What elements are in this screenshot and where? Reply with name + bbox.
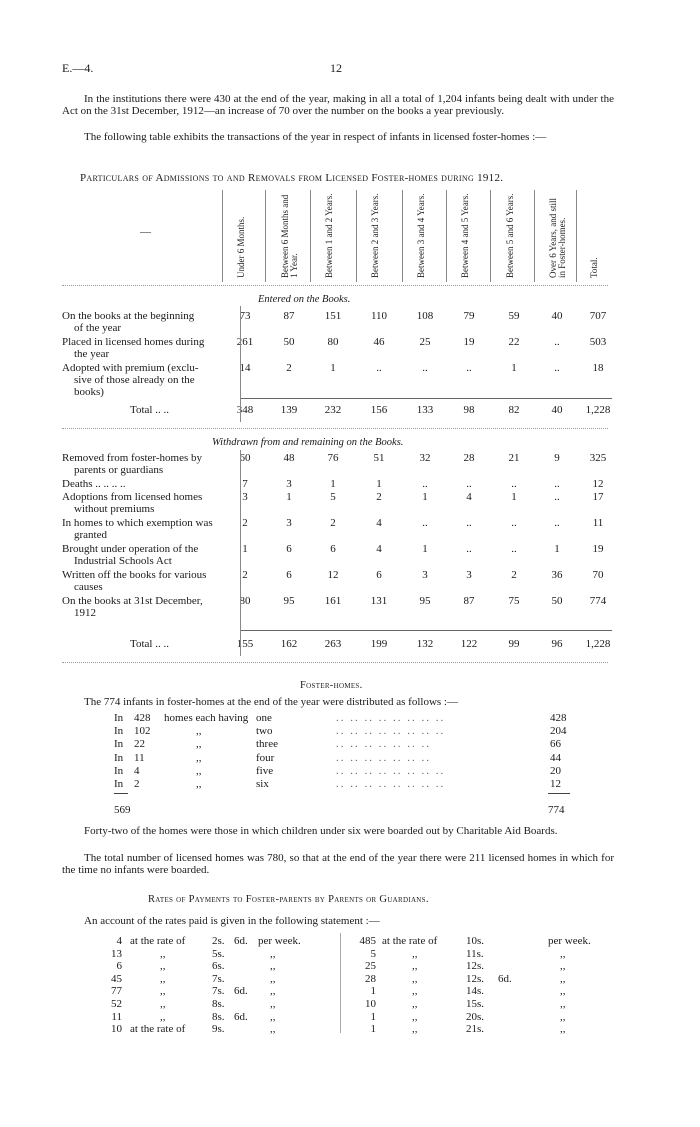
table-cell: 82 xyxy=(508,404,520,416)
row-label-line: Written off the books for various xyxy=(62,569,207,581)
rate-per: ,, xyxy=(270,972,276,985)
fh-count: three xyxy=(256,738,278,751)
rates-intro: An account of the rates paid is given in the following statement :— xyxy=(84,915,380,927)
column-header-text: Over 6 Years, and still in Foster-homes. xyxy=(548,198,567,278)
table-cell: .. xyxy=(554,491,560,503)
table-cell: 79 xyxy=(463,310,475,322)
fh-homes: 4 xyxy=(134,764,140,777)
table-cell: 325 xyxy=(589,452,607,464)
table-cell: .. xyxy=(466,543,472,555)
fh-prefix: In xyxy=(114,778,124,790)
table-cell: 21 xyxy=(508,452,520,464)
column-divider xyxy=(265,190,266,282)
table-cell: 76 xyxy=(327,452,339,464)
column-header-text: Between 2 and 3 Years. xyxy=(370,193,380,278)
column-divider xyxy=(534,190,535,282)
column-divider xyxy=(576,190,577,282)
rate-count: 10 xyxy=(111,1023,122,1036)
rate-per: per week. xyxy=(258,935,301,947)
rate-prefix: ,, xyxy=(412,998,418,1010)
table-cell: 199 xyxy=(370,638,388,650)
table-cell: 96 xyxy=(551,638,563,650)
fh-infants: 204 xyxy=(550,725,567,738)
column-header-text: Under 6 Months. xyxy=(236,216,246,278)
rate-shillings: 5s. xyxy=(212,947,225,960)
rate-per: ,, xyxy=(560,985,566,998)
fh-count: four xyxy=(256,751,275,764)
table-cell: 1,228 xyxy=(585,638,611,650)
table-cell: 139 xyxy=(280,404,298,416)
table-cell: 25 xyxy=(419,336,431,348)
fh-dots: .. .. .. .. .. .. .. .. xyxy=(336,778,446,790)
table-cell: 1 xyxy=(511,491,517,503)
fh-count: one xyxy=(256,712,272,724)
fh-prefix: In xyxy=(114,725,124,738)
rates-title: Rates of Payments to Foster-parents by Parents or Guardians. xyxy=(148,894,429,905)
table-cell: 80 xyxy=(239,595,251,607)
entered-total-label: Total .. .. xyxy=(130,404,169,416)
rate-shillings: 7s. xyxy=(212,985,225,998)
rate-shillings: 20s. xyxy=(466,1010,485,1023)
rate-prefix: ,, xyxy=(412,972,418,985)
table-cell: 707 xyxy=(589,310,607,322)
table-cell: 1 xyxy=(286,491,292,503)
fh-mid: homes each having xyxy=(164,712,249,724)
row-label xyxy=(62,569,240,593)
row-label-line: without premiums xyxy=(74,503,155,515)
table-cell: 99 xyxy=(508,638,520,650)
table-cell: 40 xyxy=(551,404,563,416)
page-number: 12 xyxy=(330,61,342,75)
rate-per: ,, xyxy=(560,947,566,960)
column-header xyxy=(590,190,610,278)
table-cell: 2 xyxy=(286,362,292,374)
rate-shillings: 15s. xyxy=(466,998,485,1010)
table-cell: 151 xyxy=(324,310,342,322)
column-header-text: Between 5 and 6 Years. xyxy=(505,193,515,278)
table-cell: 232 xyxy=(324,404,342,416)
table-cell: 48 xyxy=(283,452,295,464)
row-label-line: books) xyxy=(74,386,104,398)
table-cell: 18 xyxy=(592,362,604,374)
rate-per: ,, xyxy=(270,985,276,998)
row-label-line: causes xyxy=(74,581,103,593)
table-cell: 1,228 xyxy=(585,404,611,416)
table-cell: .. xyxy=(554,336,560,348)
table-cell: 161 xyxy=(324,595,342,607)
table-cell: 132 xyxy=(416,638,434,650)
rate-prefix: ,, xyxy=(412,1023,418,1036)
row-label xyxy=(62,336,240,360)
table-cell: 22 xyxy=(508,336,520,348)
table-cell: .. xyxy=(466,517,472,529)
fh-prefix: In xyxy=(114,712,124,724)
table-cell: 46 xyxy=(373,336,385,348)
table-cell: 1 xyxy=(242,543,248,555)
rate-count: 485 xyxy=(359,935,376,947)
row-label xyxy=(62,491,240,515)
table-cell: .. xyxy=(511,543,517,555)
rate-prefix: ,, xyxy=(412,985,418,998)
rate-per: ,, xyxy=(270,1023,276,1036)
column-divider xyxy=(222,190,223,282)
rate-count: 77 xyxy=(111,985,122,998)
fh-homes-rule xyxy=(114,793,128,794)
rate-prefix: ,, xyxy=(412,947,418,960)
foster-homes-intro: The 774 infants in foster-homes at the end of the year were distributed as follows :— xyxy=(84,696,458,708)
rate-shillings: 8s. xyxy=(212,1010,225,1023)
rate-shillings: 21s. xyxy=(466,1023,485,1036)
rate-prefix: ,, xyxy=(160,985,166,998)
entered-subtotal-rule xyxy=(240,398,612,399)
foster-homes-paragraph-1: Forty-two of the homes were those in which children under six were boarded out by Charitable Aid Boards. xyxy=(84,825,558,837)
fh-count: two xyxy=(256,725,273,738)
fh-ditto: ,, xyxy=(196,738,202,751)
fh-infants-rule xyxy=(548,793,570,794)
fh-count: five xyxy=(256,764,274,777)
rate-prefix: at the rate of xyxy=(130,1023,186,1036)
rate-shillings: 2s. xyxy=(212,935,225,947)
column-header xyxy=(506,190,526,278)
row-label-line: Deaths .. .. .. .. xyxy=(62,478,126,490)
table-cell: 162 xyxy=(280,638,298,650)
table-cell: 1 xyxy=(330,362,336,374)
table-cell: .. xyxy=(422,517,428,529)
rate-per: ,, xyxy=(270,947,276,960)
rate-prefix: ,, xyxy=(160,1010,166,1023)
column-divider xyxy=(446,190,447,282)
rate-prefix: at the rate of xyxy=(130,935,186,947)
column-header-text: Between 1 and 2 Years. xyxy=(324,193,334,278)
table-cell: 1 xyxy=(554,543,560,555)
table-cell: 19 xyxy=(463,336,475,348)
fh-ditto: ,, xyxy=(196,778,202,790)
rate-count: 10 xyxy=(365,998,376,1010)
table-cell: 3 xyxy=(286,517,292,529)
table-cell: 2 xyxy=(242,517,248,529)
table-cell: 774 xyxy=(589,595,607,607)
table-cell: 2 xyxy=(511,569,517,581)
rate-prefix: at the rate of xyxy=(382,935,438,947)
intro-paragraph-2: The following table exhibits the transactions of the year in respect of infants in licensed foster-homes :— xyxy=(84,131,547,143)
table-cell: 32 xyxy=(419,452,431,464)
rate-shillings: 8s. xyxy=(212,998,225,1010)
fh-homes: 11 xyxy=(134,751,145,764)
table-cell: 348 xyxy=(236,404,254,416)
rate-count: 1 xyxy=(370,985,376,998)
column-header xyxy=(237,190,257,278)
row-label-line: Adoptions from licensed homes xyxy=(62,491,203,503)
row-label xyxy=(62,452,240,476)
entered-bottom-rule xyxy=(62,428,608,429)
fh-homes: 2 xyxy=(134,778,140,790)
rate-pence: 6d. xyxy=(234,985,248,998)
withdrawn-subtotal-rule xyxy=(240,630,612,631)
row-label-line: parents or guardians xyxy=(74,464,164,476)
row-label-line: Placed in licensed homes during xyxy=(62,336,205,348)
column-header xyxy=(281,190,301,278)
table-cell: 28 xyxy=(463,452,475,464)
table-cell: 1 xyxy=(376,478,382,490)
table-cell: 80 xyxy=(327,336,339,348)
column-divider xyxy=(310,190,311,282)
table-cell: .. xyxy=(376,362,382,374)
table-cell: 122 xyxy=(460,638,478,650)
row-label-line: In homes to which exemption was xyxy=(62,517,213,529)
table-cell: 3 xyxy=(422,569,428,581)
rate-per: ,, xyxy=(560,1010,566,1023)
table-cell: 263 xyxy=(324,638,342,650)
fh-total-infants: 774 xyxy=(548,804,565,816)
fh-dots: .. .. .. .. .. .. .. .. xyxy=(336,712,446,724)
table-cell: 156 xyxy=(370,404,388,416)
row-label xyxy=(62,595,240,619)
rate-shillings: 10s. xyxy=(466,935,485,947)
rate-prefix: ,, xyxy=(160,998,166,1010)
fh-homes: 428 xyxy=(134,712,151,724)
rate-per: ,, xyxy=(560,972,566,985)
column-header xyxy=(325,190,345,278)
table-cell: 4 xyxy=(466,491,472,503)
withdrawn-bottom-rule xyxy=(62,662,608,663)
document-reference: E.—4. xyxy=(62,61,94,75)
row-label-line: 1912 xyxy=(74,607,96,619)
rate-count: 6 xyxy=(116,960,122,973)
table-cell: 50 xyxy=(551,595,563,607)
section-withdrawn-heading: Withdrawn from and remaining on the Books. xyxy=(212,437,404,448)
row-label xyxy=(62,478,240,490)
row-label xyxy=(62,543,240,567)
table-cell: 6 xyxy=(286,569,292,581)
column-header-text: Between 6 Months and 1 Year. xyxy=(280,194,299,278)
column-header xyxy=(371,190,391,278)
rate-prefix: ,, xyxy=(412,960,418,973)
row-label xyxy=(62,362,240,398)
table-cell: 9 xyxy=(554,452,560,464)
rate-prefix: ,, xyxy=(160,972,166,985)
table-cell: 3 xyxy=(286,478,292,490)
table-cell: 110 xyxy=(370,310,388,322)
rate-shillings: 9s. xyxy=(212,1023,225,1036)
rate-prefix: ,, xyxy=(160,947,166,960)
rate-count: 1 xyxy=(370,1010,376,1023)
rate-count: 5 xyxy=(370,947,376,960)
section-entered-heading: Entered on the Books. xyxy=(258,294,351,305)
fh-infants: 66 xyxy=(550,738,561,751)
rate-count: 25 xyxy=(365,960,376,973)
table-cell: .. xyxy=(554,362,560,374)
fh-homes: 102 xyxy=(134,725,151,738)
fh-infants: 12 xyxy=(550,778,561,790)
rate-shillings: 12s. xyxy=(466,960,485,973)
fh-prefix: In xyxy=(114,764,124,777)
rate-per: ,, xyxy=(560,960,566,973)
table-cell: 1 xyxy=(330,478,336,490)
row-label-line: of the year xyxy=(74,322,122,334)
row-label-line: Brought under operation of the xyxy=(62,543,199,555)
table-cell: 2 xyxy=(376,491,382,503)
table-cell: 40 xyxy=(551,310,563,322)
table-cell: 12 xyxy=(592,478,604,490)
row-label-line: Adopted with premium (exclu- xyxy=(62,362,199,374)
fh-total-homes: 569 xyxy=(114,804,131,816)
table-cell: .. xyxy=(466,478,472,490)
rate-count: 11 xyxy=(111,1010,122,1023)
fh-prefix: In xyxy=(114,751,124,764)
table-cell: 70 xyxy=(592,569,604,581)
rate-per: ,, xyxy=(270,1010,276,1023)
table-cell: 51 xyxy=(373,452,385,464)
rate-shillings: 11s. xyxy=(466,947,484,960)
header-rule xyxy=(62,285,608,286)
table-cell: 6 xyxy=(286,543,292,555)
table-cell: 1 xyxy=(422,491,428,503)
column-header-text: Total. xyxy=(589,257,599,278)
column-header xyxy=(549,190,569,278)
table-cell: 50 xyxy=(283,336,295,348)
rate-per: ,, xyxy=(270,960,276,973)
entered-body-divider xyxy=(240,306,241,422)
row-label-line: Removed from foster-homes by xyxy=(62,452,202,464)
fh-dots: .. .. .. .. .. .. .. .. xyxy=(336,764,446,777)
row-label-line: granted xyxy=(74,529,107,541)
table-cell: 503 xyxy=(589,336,607,348)
rate-shillings: 12s. xyxy=(466,972,485,985)
fh-infants: 20 xyxy=(550,764,561,777)
table-cell: 11 xyxy=(592,517,604,529)
table-cell: 7 xyxy=(242,478,248,490)
rate-per: ,, xyxy=(270,998,276,1010)
table-cell: 108 xyxy=(416,310,434,322)
table-cell: .. xyxy=(554,517,560,529)
table-cell: .. xyxy=(466,362,472,374)
table-cell: 12 xyxy=(327,569,339,581)
rate-pence: 6d. xyxy=(498,972,512,985)
rate-shillings: 7s. xyxy=(212,972,225,985)
table-stub-dash: — xyxy=(140,226,151,238)
column-header xyxy=(417,190,437,278)
table-cell: 59 xyxy=(508,310,520,322)
table-cell: 4 xyxy=(376,543,382,555)
table-cell: 1 xyxy=(422,543,428,555)
fh-dots: .. .. .. .. .. .. .. xyxy=(336,738,431,751)
fh-prefix: In xyxy=(114,738,124,751)
rate-count: 28 xyxy=(365,972,376,985)
table-cell: 2 xyxy=(330,517,336,529)
rate-pence: 6d. xyxy=(234,1010,248,1023)
rate-count: 52 xyxy=(111,998,122,1010)
rate-per: ,, xyxy=(560,1023,566,1036)
fh-ditto: ,, xyxy=(196,751,202,764)
table-cell: 75 xyxy=(508,595,520,607)
table-cell: 1 xyxy=(511,362,517,374)
fh-ditto: ,, xyxy=(196,764,202,777)
rate-prefix: ,, xyxy=(160,960,166,973)
column-header xyxy=(461,190,481,278)
table-cell: 98 xyxy=(463,404,475,416)
row-label-line: On the books at the beginning xyxy=(62,310,195,322)
rate-count: 13 xyxy=(111,947,122,960)
row-label xyxy=(62,517,240,541)
table-cell: 14 xyxy=(239,362,251,374)
table-cell: .. xyxy=(554,478,560,490)
rate-shillings: 6s. xyxy=(212,960,225,973)
table-cell: 17 xyxy=(592,491,604,503)
column-header-text: Between 4 and 5 Years. xyxy=(460,193,470,278)
fh-ditto: ,, xyxy=(196,725,202,738)
table-cell: .. xyxy=(511,517,517,529)
withdrawn-total-label: Total .. .. xyxy=(130,638,169,650)
rate-per: per week. xyxy=(548,935,591,947)
withdrawn-body-divider xyxy=(240,450,241,656)
table-cell: .. xyxy=(511,478,517,490)
intro-paragraph-1: In the institutions there were 430 at the end of the year, making in all a total of 1,204 infants being dealt with under the Act on the 31st December, 1912—an increase of 70 over the number on the books a year previously. xyxy=(62,93,614,117)
rate-count: 4 xyxy=(116,935,122,947)
table-cell: 131 xyxy=(370,595,388,607)
table-cell: 261 xyxy=(236,336,254,348)
table-cell: .. xyxy=(422,362,428,374)
table-title: Particulars of Admissions to and Removals from Licensed Foster-homes during 1912. xyxy=(80,172,504,184)
fh-count: six xyxy=(256,778,269,790)
fh-dots: .. .. .. .. .. .. .. .. xyxy=(336,725,446,738)
rate-shillings: 14s. xyxy=(466,985,485,998)
row-label-line: sive of those already on the xyxy=(74,374,195,386)
table-cell: 2 xyxy=(242,569,248,581)
rate-count: 45 xyxy=(111,972,122,985)
table-cell: 133 xyxy=(416,404,434,416)
row-label-line: the year xyxy=(74,348,110,360)
table-cell: .. xyxy=(422,478,428,490)
rate-pence: 6d. xyxy=(234,935,248,947)
table-cell: 60 xyxy=(239,452,251,464)
table-cell: 73 xyxy=(239,310,251,322)
table-cell: 87 xyxy=(283,310,295,322)
row-label-line: Industrial Schools Act xyxy=(74,555,172,567)
table-cell: 6 xyxy=(330,543,336,555)
fh-homes: 22 xyxy=(134,738,145,751)
column-divider xyxy=(356,190,357,282)
table-cell: 155 xyxy=(236,638,254,650)
foster-homes-paragraph-2: The total number of licensed homes was 780, so that at the end of the year there were 211 licensed homes in which for the time no infants were boarded. xyxy=(62,852,614,876)
column-divider xyxy=(402,190,403,282)
table-cell: 4 xyxy=(376,517,382,529)
row-label xyxy=(62,310,240,334)
table-cell: 5 xyxy=(330,491,336,503)
column-divider xyxy=(490,190,491,282)
table-cell: 19 xyxy=(592,543,604,555)
table-cell: 36 xyxy=(551,569,563,581)
rates-divider xyxy=(340,933,341,1033)
rate-count: 1 xyxy=(370,1023,376,1036)
foster-homes-title: Foster-homes. xyxy=(300,680,363,691)
table-cell: 95 xyxy=(283,595,295,607)
table-cell: 3 xyxy=(466,569,472,581)
fh-infants: 44 xyxy=(550,751,561,764)
table-cell: 6 xyxy=(376,569,382,581)
table-cell: 95 xyxy=(419,595,431,607)
row-label-line: On the books at 31st December, xyxy=(62,595,203,607)
rate-per: ,, xyxy=(560,998,566,1010)
table-cell: 87 xyxy=(463,595,475,607)
fh-infants: 428 xyxy=(550,712,567,724)
column-header-text: Between 3 and 4 Years. xyxy=(416,193,426,278)
table-cell: 3 xyxy=(242,491,248,503)
fh-dots: .. .. .. .. .. .. .. xyxy=(336,751,431,764)
rate-prefix: ,, xyxy=(412,1010,418,1023)
